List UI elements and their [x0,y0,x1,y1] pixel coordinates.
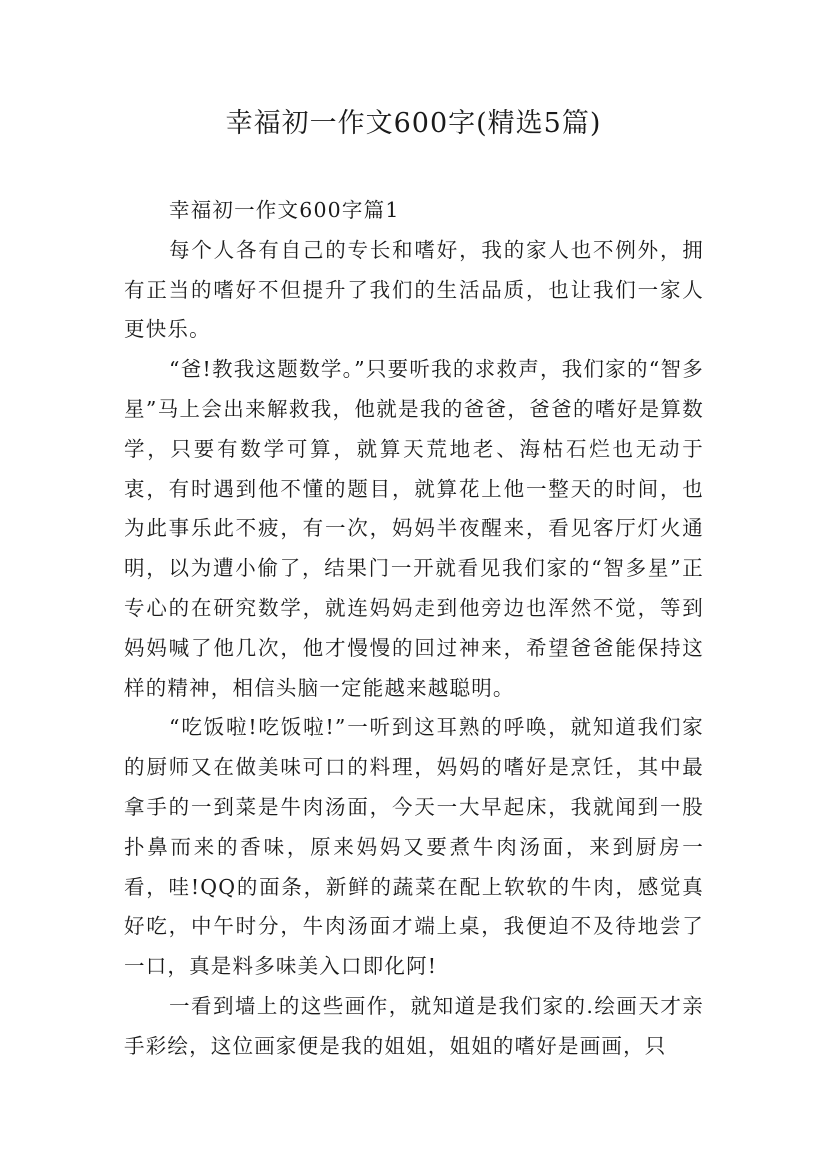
paragraph: “爸!教我这题数学。”只要听我的求救声，我们家的“智多星”马上会出来解救我，他就是我的爸爸，爸爸的嗜好是算数学，只要有数学可算，就算天荒地老、海枯石烂也无动于衷，有时遇到他不懂的题目，就算花上他一整天的时间，也为此事乐此不疲，有一次，妈妈半夜醒来，看见客厅灯火通明，以为遭小偷了，结果门一开就看见我们家的“智多星”正专心的在研究数学，就连妈妈走到他旁边也浑然不觉，等到妈妈喊了他几次，他才慢慢的回过神来，希望爸爸能保持这样的精神，相信头脑一定能越来越聪明。 [124,357,704,700]
paragraph: “吃饭啦!吃饭啦!”一听到这耳熟的呼唤，就知道我们家的厨师又在做美味可口的料理，妈妈的嗜好是烹饪，其中最拿手的一到菜是牛肉汤面，今天一大早起床，我就闻到一股扑鼻而来的香味，原来妈妈又要煮牛肉汤面，来到厨房一看，哇!QQ的面条，新鲜的蔬菜在配上软软的牛肉，感觉真好吃，中午时分，牛肉汤面才端上桌，我便迫不及待地尝了一口，真是料多味美入口即化阿! [124,715,704,979]
paragraph: 每个人各有自己的专长和嗜好，我的家人也不例外，拥有正当的嗜好不但提升了我们的生活品质，也让我们一家人更快乐。 [124,237,704,342]
section-heading: 幸福初一作文600字篇1 [169,198,400,222]
document-title: 幸福初一作文600字(精选5篇) [225,108,602,139]
document-body [124,191,704,1067]
paragraph: 一看到墙上的这些画作，就知道是我们家的.绘画天才亲手彩绘，这位画家便是我的姐姐，姐姐的嗜好是画画，只 [124,993,704,1058]
